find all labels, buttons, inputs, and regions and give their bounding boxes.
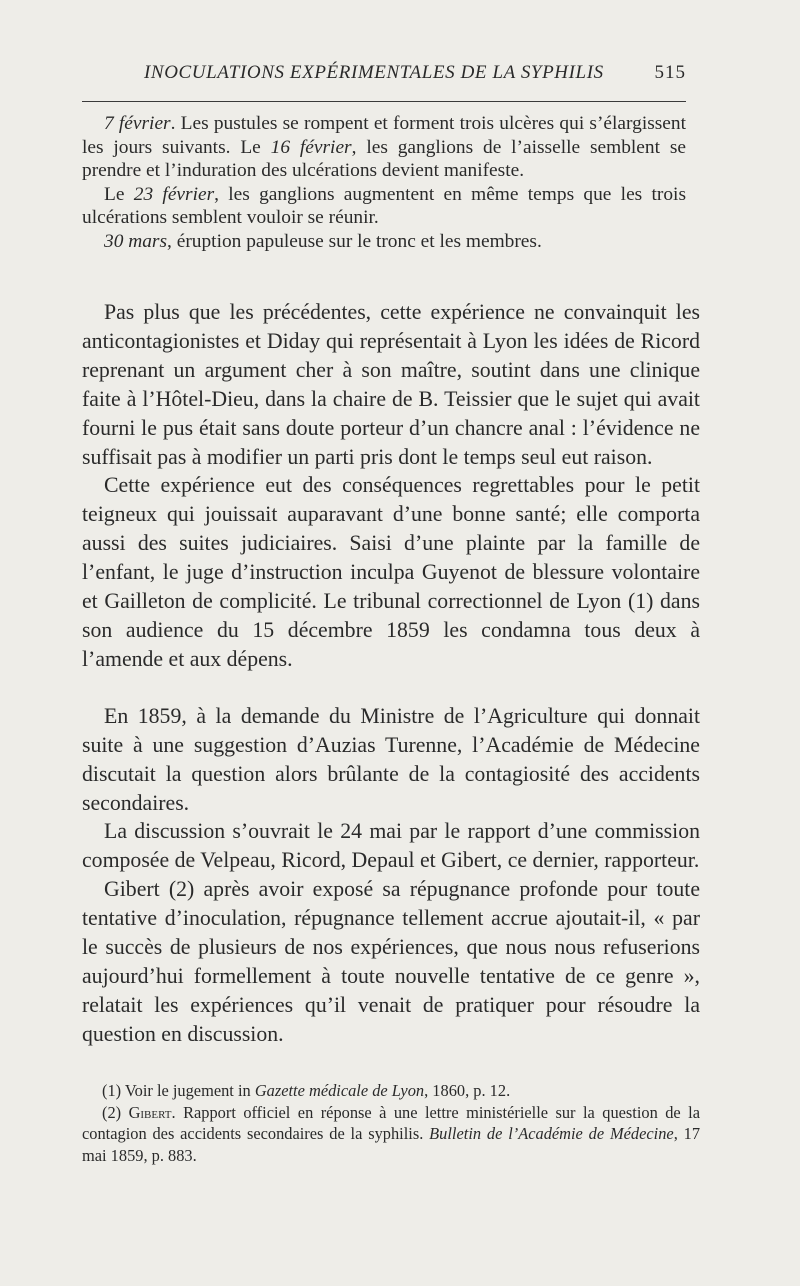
body-paragraph: Pas plus que les précédentes, cette expérience ne convainquit les anticontagionistes et Diday qui représentait à Lyon les idées de Ricord reprenant un argument cher à son maître, soutint dans une clinique faite à l’Hôtel-Dieu, dans la chaire de B. Teissier que le sujet qui avait fourni le pus était sans doute porteur d’un chancre anal : l’évidence ne suffisait pas à modifier un parti pris dont le temps seul eut raison. (82, 300, 700, 469)
body-text (82, 298, 700, 1049)
body-paragraph: La discussion s’ouvrait le 24 mai par le rapport d’une commission composée de Velpeau, Ricord, Depaul et Gibert, ce dernier, rapporteur. (82, 819, 700, 873)
date-16-fevrier: 16 février (270, 136, 352, 158)
observation-paragraph-2: Le 23 février, les ganglions augmentent en même temps que les trois ulcérations semblent vouloir se réunir. (82, 183, 686, 229)
running-title: INOCULATIONS EXPÉRIMENTALES DE LA SYPHILIS (144, 62, 604, 83)
journal-title: Gazette médicale de Lyon (254, 1081, 425, 1100)
observation-paragraph-3: 30 mars, éruption papuleuse sur le tronc et les membres. (104, 230, 542, 252)
page-number: 515 (654, 62, 686, 83)
page-header (82, 62, 686, 88)
body-paragraph: Cette expérience eut des conséquences regrettables pour le petit teigneux qui jouissait auparavant d’une bonne santé; elle comporta aussi des suites judiciaires. Saisi d’une plainte par la famille de l’enfant, le juge d’instruction inculpa Guyenot de blessure volontaire et Gailleton de complicité. Le tribunal correctionnel de Lyon (1) dans son audience du 15 décembre 1859 les condamna tous deux à l’amende et aux dépens. (82, 473, 700, 671)
footnote-2: (2) Gibert. Rapport officiel en réponse à une lettre ministérielle sur la question de la contagion des accidents secondaires de la syphilis. Bulletin de l’Académie de Médecine, 17 mai 1859, p. 883. (82, 1102, 701, 1165)
date-30-mars: 30 mars (104, 230, 168, 252)
date-7-fevrier: 7 février (104, 113, 171, 134)
date-23-fevrier: 23 février (133, 183, 215, 205)
journal-title: Bulletin de l’Académie de Médecine (429, 1124, 674, 1143)
footnote-1: (1) Voir le jugement in Gazette médicale de Lyon, 1860, p. 12. (102, 1081, 511, 1100)
author-name: Gibert (128, 1102, 172, 1122)
header-rule (82, 101, 686, 102)
observation-text (82, 112, 686, 254)
observation-paragraph-1: 7 février. Les pustules se rompent et forment trois ulcères qui s’élargissent les jours suivants. Le 16 février, les ganglions de l’aisselle semblent se prendre et l’induration des ulcérations devient manifeste. (82, 113, 686, 182)
body-paragraph: Gibert (2) après avoir exposé sa répugnance profonde pour toute tentative d’inoculation, répugnance tellement accrue ajoutait-il, « par le succès de plusieurs de nos expériences, que nous nous refuserions aujourd’hui formellement à toute nouvelle tentative de ce genre », relatait les expériences qu’il venait de pratiquer pour résoudre la question en discussion. (82, 877, 700, 1046)
body-paragraph: En 1859, à la demande du Ministre de l’Agriculture qui donnait suite à une suggestion d’Auzias Turenne, l’Académie de Médecine discutait la question alors brûlante de la contagiosité des accidents secondaires. (82, 703, 700, 815)
footnotes (82, 1080, 700, 1166)
